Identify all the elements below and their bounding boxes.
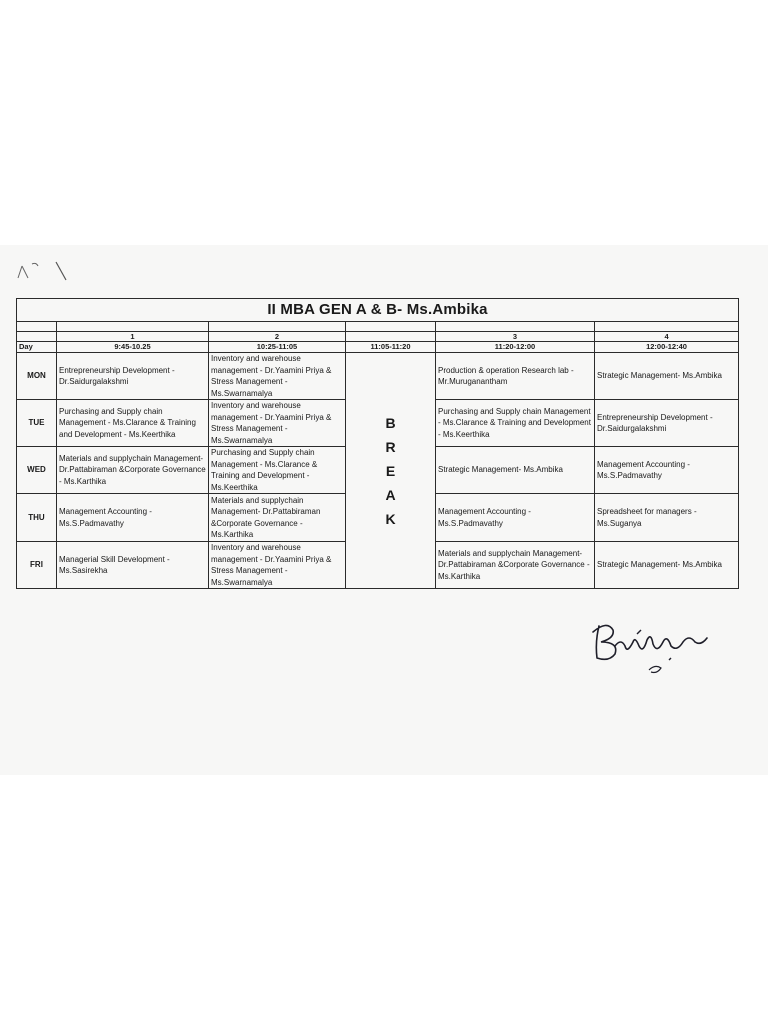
- period-number: 2: [209, 332, 346, 342]
- day-column-header: Day: [17, 342, 57, 353]
- class-cell: Purchasing and Supply chain Management - Ms.Clarance & Training and Development - Ms.Keerthika: [436, 400, 595, 447]
- class-cell: Strategic Management- Ms.Ambika: [595, 353, 739, 400]
- time-slot: 11:05-11:20: [346, 342, 436, 353]
- class-cell: Inventory and warehouse management - Dr.Yaamini Priya & Stress Management - Ms.Swarnamalya: [209, 353, 346, 400]
- spacer-cell: [209, 322, 346, 332]
- timetable-title: II MBA GEN A & B- Ms.Ambika: [17, 299, 739, 322]
- spacer-cell: [436, 322, 595, 332]
- class-cell: Management Accounting - Ms.S.Padmavathy: [57, 494, 209, 542]
- period-number: 1: [57, 332, 209, 342]
- class-cell: Entrepreneurship Development - Dr.Saidurgalakshmi: [57, 353, 209, 400]
- day-label: THU: [17, 494, 57, 542]
- spacer-cell: [17, 322, 57, 332]
- spacer-cell: [346, 322, 436, 332]
- time-slot: 10:25-11:05: [209, 342, 346, 353]
- spacer-cell: [595, 322, 739, 332]
- break-letter: E: [385, 462, 396, 479]
- break-letter: R: [385, 438, 396, 455]
- class-cell: Materials and supplychain Management- Dr.Pattabiraman &Corporate Governance - Ms.Karthika: [57, 447, 209, 494]
- class-cell: Strategic Management- Ms.Ambika: [595, 542, 739, 589]
- period-number-row: [17, 332, 739, 342]
- break-letter: A: [385, 486, 396, 503]
- day-label: FRI: [17, 542, 57, 589]
- pen-mark-icon: [12, 258, 72, 284]
- break-letter: K: [385, 510, 396, 527]
- class-cell: Management Accounting - Ms.S.Padmavathy: [436, 494, 595, 542]
- time-slot-row: [17, 342, 739, 353]
- title-row: [17, 299, 739, 322]
- break-column: [346, 353, 436, 589]
- class-cell: Entrepreneurship Development - Dr.Saidurgalakshmi: [595, 400, 739, 447]
- time-slot: 12:00-12:40: [595, 342, 739, 353]
- signature-icon: [585, 612, 715, 682]
- spacer-cell: [57, 322, 209, 332]
- day-row-mon: [17, 353, 739, 400]
- class-cell: Purchasing and Supply chain Management - Ms.Clarance & Training and Development - Ms.Keerthika: [209, 447, 346, 494]
- class-cell: Materials and supplychain Management- Dr.Pattabiraman &Corporate Governance - Ms.Karthika: [436, 542, 595, 589]
- day-label: MON: [17, 353, 57, 400]
- time-slot: 11:20-12:00: [436, 342, 595, 353]
- period-header-blank: [17, 332, 57, 342]
- period-number: 3: [436, 332, 595, 342]
- class-cell: Strategic Management- Ms.Ambika: [436, 447, 595, 494]
- class-cell: Inventory and warehouse management - Dr.Yaamini Priya & Stress Management - Ms.Swarnamalya: [209, 542, 346, 589]
- class-cell: Inventory and warehouse management - Dr.Yaamini Priya & Stress Management - Ms.Swarnamalya: [209, 400, 346, 447]
- class-cell: Purchasing and Supply chain Management - Ms.Clarance & Training and Development - Ms.Keerthika: [57, 400, 209, 447]
- scan-background-bottom: [0, 775, 768, 1024]
- class-cell: Materials and supplychain Management- Dr.Pattabiraman &Corporate Governance - Ms.Karthika: [209, 494, 346, 542]
- period-number: [346, 332, 436, 342]
- scan-background-top: [0, 0, 768, 245]
- class-cell: Production & operation Research lab - Mr.Muruganantham: [436, 353, 595, 400]
- break-letter: B: [385, 414, 396, 431]
- period-number: 4: [595, 332, 739, 342]
- class-cell: Spreadsheet for managers - Ms.Suganya: [595, 494, 739, 542]
- spacer-row: [17, 322, 739, 332]
- timetable: [16, 298, 739, 589]
- time-slot: 9:45-10.25: [57, 342, 209, 353]
- class-cell: Managerial Skill Development - Ms.Sasirekha: [57, 542, 209, 589]
- class-cell: Management Accounting - Ms.S.Padmavathy: [595, 447, 739, 494]
- day-label: TUE: [17, 400, 57, 447]
- day-label: WED: [17, 447, 57, 494]
